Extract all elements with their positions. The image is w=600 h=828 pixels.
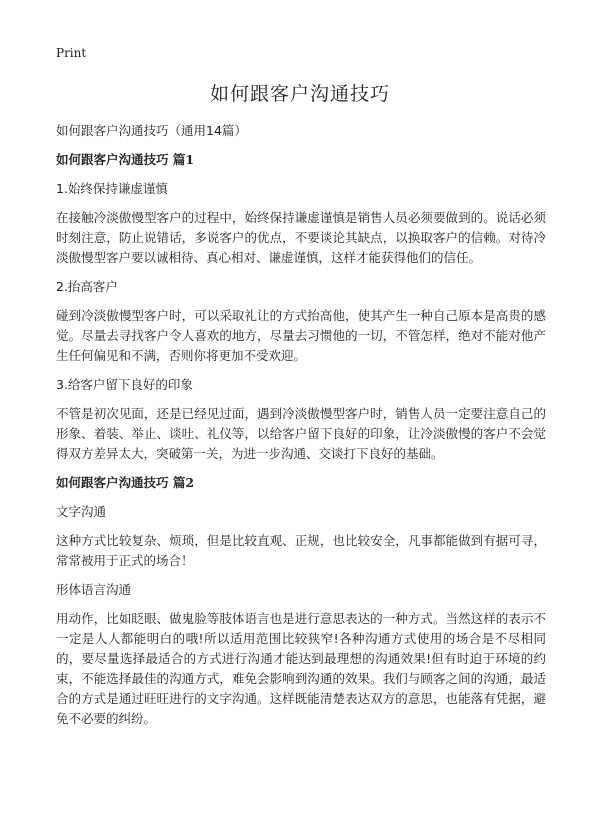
paragraph: 在接触冷淡傲慢型客户的过程中，始终保持谦虚谨慎是销售人员必须要做到的。说话必须时刻注意，防止说错话，多说客户的优点，不要谈论其缺点，以换取客户的信赖。对待冷淡傲慢型客户要以诚相待、真心相对、谦虚谨慎，这样才能获得他们的信任。 (56, 210, 546, 265)
document-subtitle: 如何跟客户沟通技巧（通用14篇） (56, 123, 247, 138)
subheading: 3.给客户留下良好的印象 (56, 377, 193, 392)
subheading: 2.抬高客户 (56, 279, 118, 294)
paragraph: 不管是初次见面，还是已经见过面，遇到冷淡傲慢型客户时，销售人员一定要注意自己的形象、着装、举止、谈吐、礼仪等，以给客户留下良好的印象，让冷淡傲慢的客户不会觉得双方差异太大，突破第一关，为进一步沟通、交谈打下良好的基础。 (56, 406, 546, 461)
section-1 (56, 150, 546, 464)
print-link[interactable]: Print (56, 46, 87, 60)
section-2 (56, 473, 546, 729)
paragraph: 用动作，比如眨眼、做鬼脸等肢体语言也是进行意思表达的一种方式。当然这样的表示不一定是人人都能明白的哦!所以适用范围比较狭窄!各种沟通方式使用的场合是不尽相同的，要尽量选择最适合的方式进行沟通才能达到最理想的沟通效果!但有时迫于环境的约束，不能选择最佳的沟通方式，难免会影响到沟通的效果。我们与顾客之间的沟通，最适合的方式是通过旺旺进行的文字沟通。这样既能清楚表达双方的意思，也能落有凭据，避免不必要的纠纷。 (56, 611, 546, 726)
subheading: 形体语言沟通 (56, 582, 132, 597)
document-title: 如何跟客户沟通技巧 (209, 83, 390, 105)
paragraph: 碰到冷淡傲慢型客户时，可以采取礼让的方式抬高他，使其产生一种自己原本是高贵的感觉。尽量去寻找客户令人喜欢的地方，尽量去习惯他的一切，不管怎样，绝对不能对他产生任何偏见和不满，否则你将更加不受欢迎。 (56, 308, 546, 363)
paragraph: 这种方式比较复杂、烦琐，但是比较直观、正规，也比较安全，凡事都能做到有据可寻，常常被用于正式的场合！ (56, 533, 546, 568)
section-heading: 如何跟客户沟通技巧 篇2 (56, 475, 195, 490)
document-body (56, 121, 546, 738)
subheading: 文字沟通 (56, 504, 107, 519)
subheading: 1.始终保持谦虚谨慎 (56, 181, 168, 196)
section-heading: 如何跟客户沟通技巧 篇1 (56, 152, 195, 167)
